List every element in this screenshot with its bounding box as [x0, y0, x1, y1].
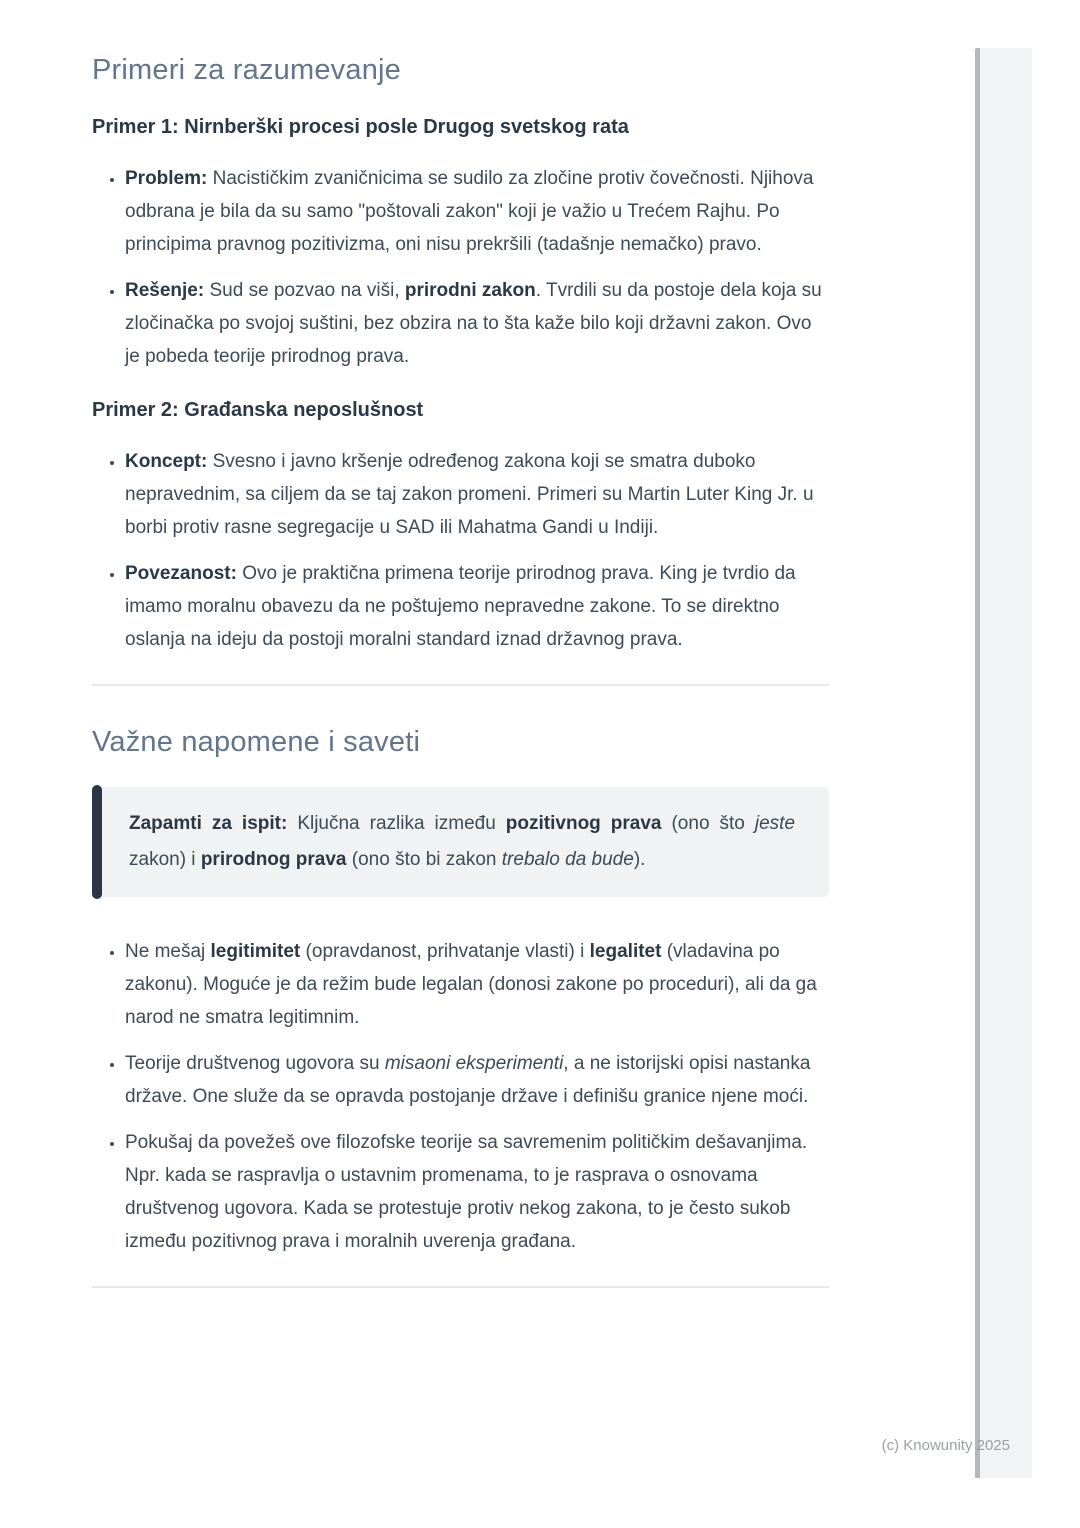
list-item-text: Teorije društvenog ugovora su misaoni eksperimenti, a ne istorijski opisi nastanka države. One služe da se opravda postojanje države i definišu granice njene moći.: [125, 1052, 811, 1107]
list-item-pokusaj: [125, 1126, 829, 1258]
copyright-text: (c) Knowunity 2025: [881, 1437, 1010, 1454]
list-item-koncept: [125, 445, 829, 544]
list-item-resenje: [125, 274, 829, 373]
document-content: [92, 52, 829, 1288]
section-divider: [92, 684, 829, 686]
example1-title: Primer 1: Nirnberški procesi posle Drugog svetskog rata: [92, 116, 629, 139]
list-item-text: Pokušaj da povežeš ove filozofske teorije sa savremenim političkim dešavanjima. Npr. kada se raspravlja o ustavnim promenama, to je rasprava o osnovama društvenog ugovora. Kada se protestuje protiv nekog zakona, to je često sukob između pozitivnog prava i moralnih uverenja građana.: [125, 1131, 808, 1252]
example1-list: [92, 162, 829, 373]
bottom-divider: [92, 1286, 829, 1288]
list-item-povezanost: [125, 557, 829, 656]
list-item-text: Rešenje: Sud se pozvao na viši, prirodni zakon. Tvrdili su da postoje dela koja su zločinačka po svojoj suštini, bez obzira na to šta kaže bilo koji državni zakon. Ovo je pobeda teorije prirodnog prava.: [125, 280, 822, 368]
list-item-text: Povezanost: Ovo je praktična primena teorije prirodnog prava. King je tvrdio da imamo moralnu obavezu da ne poštujemo nepravedne zakone. To se direktno oslanja na ideju da postoji moralni standard iznad državnog prava.: [125, 563, 796, 651]
list-item-text: Ne mešaj legitimitet (opravdanost, prihvatanje vlasti) i legalitet (vladavina po zakonu). Moguće je da režim bude legalan (donosi zakone po proceduri), ali da ga narod ne smatra legitimnim.: [125, 940, 817, 1028]
list-item-text: Problem: Nacističkim zvaničnicima se sudilo za zločine protiv čovečnosti. Njihova odbrana je bila da su samo "poštovali zakon" koji je važio u Trećem Rajhu. Po principima pravnog pozitivizma, oni nisu prekršili (tadašnje nemačko) pravo.: [125, 168, 814, 256]
notes-list: [92, 935, 829, 1258]
list-item-text: Koncept: Svesno i javno kršenje određenog zakona koji se smatra duboko nepravednim, sa ciljem da se taj zakon promeni. Primeri su Martin Luter King Jr. u borbi protiv rasne segregacije u SAD ili Mahatma Gandi u Indiji.: [125, 451, 814, 539]
list-item-problem: [125, 162, 829, 261]
callout-accent-bar: [92, 785, 102, 899]
scrollbar[interactable]: [975, 48, 1032, 1478]
section-heading-notes: Važne napomene i saveti: [92, 726, 421, 759]
list-item-teorije: [125, 1047, 829, 1113]
callout-text: Zapamti za ispit: Ključna razlika između pozitivnog prava (ono što jeste zakon) i prirodnog prava (ono što bi zakon trebalo da bude).: [129, 812, 796, 870]
example2-list: [92, 445, 829, 656]
example2-title: Primer 2: Građanska neposlušnost: [92, 399, 424, 422]
exam-tip-callout: [92, 787, 829, 897]
list-item-legitimitet: [125, 935, 829, 1034]
section-heading-examples: Primeri za razumevanje: [92, 54, 401, 86]
